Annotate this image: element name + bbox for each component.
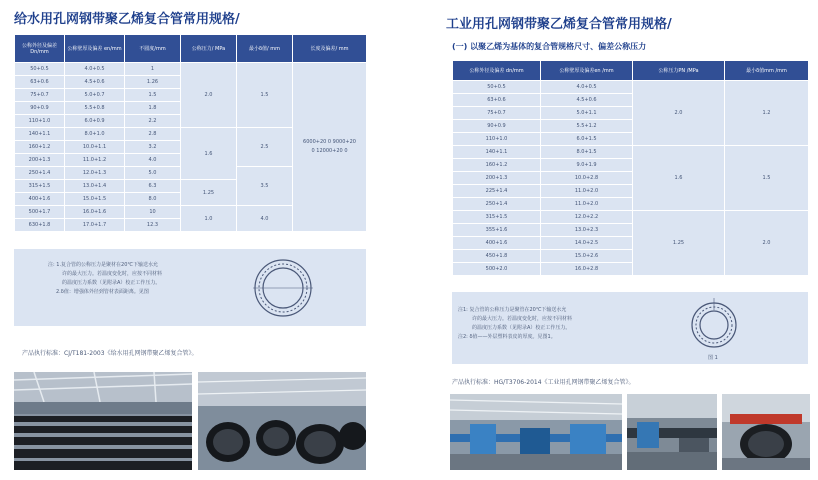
pipe-cross-section-figure — [250, 255, 316, 321]
cell-en: 14.0+2.5 — [541, 237, 633, 250]
cell-ovality: 5.0 — [125, 167, 181, 180]
cell-dn: 250+1.4 — [453, 198, 541, 211]
right-header-pressure: 公称压力PN /MPa — [633, 61, 725, 81]
cell-en: 17.0+1.7 — [65, 219, 125, 232]
cell-dn: 75+0.7 — [453, 107, 541, 120]
left-header-min-delta: 最小δ值/ mm — [237, 35, 293, 63]
cell-dn: 630+1.8 — [15, 219, 65, 232]
cell-min-delta: 2.5 — [237, 128, 293, 167]
cell-ovality: 1.5 — [125, 89, 181, 102]
cell-ovality: 10 — [125, 206, 181, 219]
cell-en: 8.0+1.5 — [541, 146, 633, 159]
left-header-length: 长度及偏差/ mm — [293, 35, 367, 63]
cell-dn: 315+1.5 — [15, 180, 65, 193]
cell-pressure: 1.0 — [181, 206, 237, 232]
cell-ovality: 2.2 — [125, 115, 181, 128]
right-note-line-2: 许的最大压力。若温度变化时，应按不同材料 — [472, 316, 573, 322]
cell-min-delta: 1.5 — [725, 146, 809, 211]
cell-dn: 500+2.0 — [453, 263, 541, 276]
cell-en: 8.0+1.0 — [65, 128, 125, 141]
cell-dn: 63+0.6 — [453, 94, 541, 107]
cell-en: 12.0+2.2 — [541, 211, 633, 224]
cell-dn: 90+0.9 — [453, 120, 541, 133]
cell-ovality: 3.2 — [125, 141, 181, 154]
cell-dn: 140+1.1 — [15, 128, 65, 141]
cell-en: 10.0+1.1 — [65, 141, 125, 154]
cell-dn: 110+1.0 — [15, 115, 65, 128]
cell-en: 5.5+1.2 — [541, 120, 633, 133]
table-row — [453, 81, 809, 94]
cell-en: 4.0+0.5 — [541, 81, 633, 94]
cell-dn: 75+0.7 — [15, 89, 65, 102]
cell-pressure: 1.6 — [181, 128, 237, 180]
cell-en: 5.0+1.1 — [541, 107, 633, 120]
right-title: 工业用孔网钢带聚乙烯复合管常用规格/ — [446, 17, 672, 32]
cell-en: 5.0+0.7 — [65, 89, 125, 102]
cell-pressure: 2.0 — [633, 81, 725, 146]
cell-dn: 50+0.5 — [453, 81, 541, 94]
cell-ovality: 1.8 — [125, 102, 181, 115]
cell-en: 9.0+1.9 — [541, 159, 633, 172]
cell-dn: 160+1.2 — [15, 141, 65, 154]
cell-en: 13.0+2.3 — [541, 224, 633, 237]
cell-dn: 110+1.0 — [453, 133, 541, 146]
left-header-pressure: 公称压力/ MPa — [181, 35, 237, 63]
right-spec-table — [452, 60, 809, 276]
cell-en: 4.5+0.6 — [541, 94, 633, 107]
factory-photo-line-1 — [450, 394, 622, 470]
factory-photo-line-3 — [722, 394, 810, 470]
cell-en: 15.0+1.5 — [65, 193, 125, 206]
cell-dn: 200+1.3 — [15, 154, 65, 167]
right-note-box — [452, 292, 808, 364]
cell-dn: 225+1.4 — [453, 185, 541, 198]
cell-en: 16.0+2.8 — [541, 263, 633, 276]
cell-min-delta: 1.2 — [725, 81, 809, 146]
cell-dn: 140+1.1 — [453, 146, 541, 159]
left-spec-table — [14, 34, 367, 232]
cell-dn: 450+1.8 — [453, 250, 541, 263]
cell-en: 10.0+2.8 — [541, 172, 633, 185]
cell-pressure: 1.6 — [633, 146, 725, 211]
left-header-en: 公称壁厚及偏差 en/mm — [65, 35, 125, 63]
cell-min-delta: 4.0 — [237, 206, 293, 232]
table-row — [15, 63, 367, 76]
cell-en: 12.0+1.3 — [65, 167, 125, 180]
factory-photo-line-2 — [627, 394, 717, 470]
left-standard-text: 产品执行标准：CJ/T181-2003《给水用孔网钢带聚乙烯复合管》。 — [22, 350, 198, 357]
figure-1-label: 图 1 — [708, 355, 718, 361]
cell-min-delta: 2.0 — [725, 211, 809, 276]
cell-dn: 315+1.5 — [453, 211, 541, 224]
cell-length: 6000+20 0 9000+20 0 12000+20 0 — [293, 63, 367, 232]
cell-ovality: 6.3 — [125, 180, 181, 193]
right-subtitle: (一) 以聚乙烯为基体的复合管规格尺寸、偏差公称压力 — [452, 42, 647, 51]
cell-dn: 160+1.2 — [453, 159, 541, 172]
left-title: 给水用孔网钢带聚乙烯复合管常用规格/ — [14, 12, 240, 27]
table-row — [453, 211, 809, 224]
right-note-line-1: 注1: 复合管的公称压力是聚管在20℃下输送水允 — [458, 307, 567, 313]
right-header-dn: 公称外径及偏差 dn/mm — [453, 61, 541, 81]
cell-pressure: 1.25 — [181, 180, 237, 206]
cell-en: 13.0+1.4 — [65, 180, 125, 193]
right-header-min-delta: 最小δ值mm /mm — [725, 61, 809, 81]
cell-ovality: 4.0 — [125, 154, 181, 167]
right-note-line-3: 的温度压力系数（见附录A）校正工作压力。 — [472, 325, 571, 331]
cell-en: 4.5+0.6 — [65, 76, 125, 89]
cell-dn: 355+1.6 — [453, 224, 541, 237]
cell-pressure: 2.0 — [181, 63, 237, 128]
cell-min-delta: 3.5 — [237, 167, 293, 206]
cell-dn: 200+1.3 — [453, 172, 541, 185]
cell-min-delta: 1.5 — [237, 63, 293, 128]
table-row — [453, 146, 809, 159]
cell-en: 6.0+0.9 — [65, 115, 125, 128]
cell-dn: 400+1.6 — [15, 193, 65, 206]
cell-ovality: 12.3 — [125, 219, 181, 232]
cell-dn: 50+0.5 — [15, 63, 65, 76]
left-note-line-4: 2.δ值：增强体外径到管材表面距离。见图 — [56, 289, 149, 295]
left-header-dn: 公称外径及偏差 Dn/mm — [15, 35, 65, 63]
cell-pressure: 1.25 — [633, 211, 725, 276]
cell-en: 4.0+0.5 — [65, 63, 125, 76]
right-note-line-4: 注2: δ值——外层塑料表皮的厚度。见图1。 — [458, 334, 556, 340]
cell-ovality: 8.0 — [125, 193, 181, 206]
cell-ovality: 1 — [125, 63, 181, 76]
cell-en: 5.5+0.8 — [65, 102, 125, 115]
cell-ovality: 1.26 — [125, 76, 181, 89]
right-header-en: 公称壁厚及偏差en /mm — [541, 61, 633, 81]
right-standard-text: 产品执行标准：HG/T3706-2014《工业用孔网钢带聚乙烯复合管》。 — [452, 379, 635, 386]
left-note-line-2: 许的最大压力。若温度变化时，应按不同材料 — [62, 271, 163, 277]
cell-dn: 63+0.6 — [15, 76, 65, 89]
cell-en: 16.0+1.6 — [65, 206, 125, 219]
cell-dn: 400+1.6 — [453, 237, 541, 250]
cell-ovality: 2.8 — [125, 128, 181, 141]
pipe-figure-1 — [686, 298, 742, 354]
cell-dn: 250+1.4 — [15, 167, 65, 180]
left-header-ovality: 不圆度/mm — [125, 35, 181, 63]
cell-dn: 90+0.9 — [15, 102, 65, 115]
cell-en: 11.0+2.0 — [541, 198, 633, 211]
left-note-line-3: 的温度压力系数（见附录A）校正工作压力。 — [62, 280, 161, 286]
cell-en: 6.0+1.5 — [541, 133, 633, 146]
cell-dn: 500+1.7 — [15, 206, 65, 219]
cell-en: 11.0+1.2 — [65, 154, 125, 167]
cell-en: 15.0+2.6 — [541, 250, 633, 263]
factory-photo-pipes-2 — [198, 372, 366, 470]
left-note-line-1: 注: 1.复合管的公称压力是聚材在20℃下输送水允 — [48, 262, 159, 268]
factory-photo-pipes-1 — [14, 372, 192, 470]
left-note-box — [14, 249, 366, 326]
cell-en: 11.0+2.0 — [541, 185, 633, 198]
